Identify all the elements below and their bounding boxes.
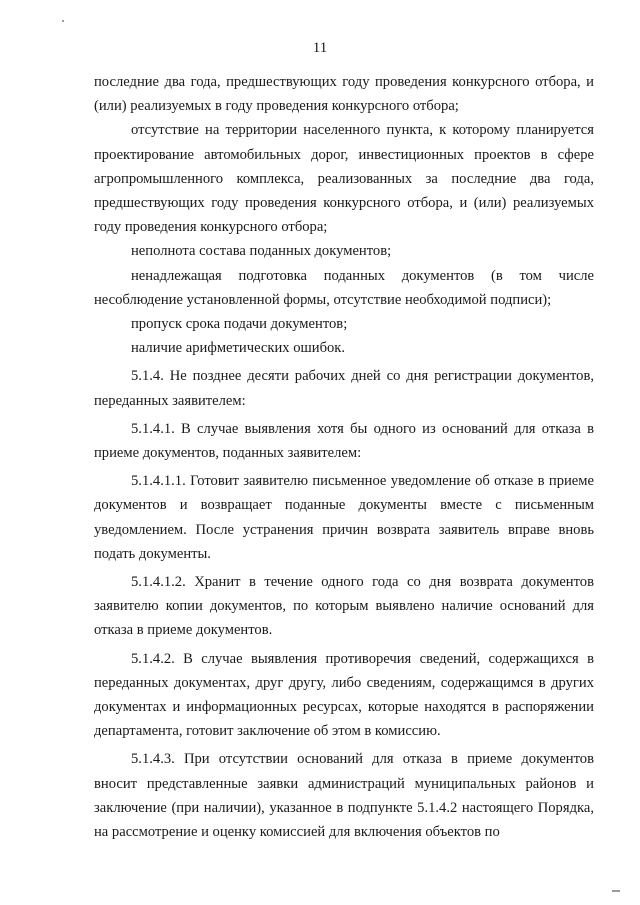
- paragraph: 5.1.4.3. При отсутствии оснований для отказа в приеме документов вносит представленные заявки администраций муниципальных районов и заключение (при наличии), указанное в подпункте 5.1.4.2 настоящего Порядка, на рассмотрение и оценку комиссией для включения объектов по: [94, 751, 594, 841]
- paragraph: 5.1.4. Не позднее десяти рабочих дней со дня регистрации документов, переданных заявителем:: [94, 368, 594, 409]
- paragraph: 5.1.4.1.2. Хранит в течение одного года со дня возврата документов заявителю копии документов, по которым выявлено наличие оснований для отказа в приеме документов.: [94, 574, 594, 639]
- paragraph: пропуск срока подачи документов;: [131, 316, 348, 333]
- paragraph: ненадлежащая подготовка поданных документов (в том числе несоблюдение установленной формы, отсутствие необходимой подписи);: [94, 267, 594, 308]
- page-number: 11: [312, 40, 328, 56]
- document-body: [94, 70, 594, 844]
- paragraph: отсутствие на территории населенного пункта, к которому планируется проектирование автомобильных дорог, инвестиционных проектов в сфере агропромышленного комплекса, реализованных за последние два года, предшествующих году проведения конкурсного отбора, и (или) реализуемых году проведения конкурсного отбора;: [94, 122, 594, 236]
- scan-speck: [62, 20, 64, 22]
- paragraph: 5.1.4.1.1. Готовит заявителю письменное уведомление об отказе в приеме документов и возвращает поданные документы вместе с письменным уведомлением. После устранения причин возврата заявитель вправе вновь подать документы.: [94, 473, 594, 562]
- paragraph: наличие арифметических ошибок.: [131, 340, 346, 357]
- scan-speck: [612, 890, 620, 892]
- paragraph: 5.1.4.1. В случае выявления хотя бы одного из оснований для отказа в приеме документов, поданных заявителем:: [94, 420, 594, 462]
- paragraph: последние два года, предшествующих году проведения конкурсного отбора, и (или) реализуемых в году проведения конкурсного отбора;: [94, 74, 594, 115]
- paragraph: неполнота состава поданных документов;: [131, 243, 392, 260]
- paragraph: 5.1.4.2. В случае выявления противоречия сведений, содержащихся в переданных документах, друг другу, либо сведениям, содержащимся в других документах и информационных ресурсах, которые находятся в распоряжении департамента, готовит заключение об этом в комиссию.: [94, 650, 594, 740]
